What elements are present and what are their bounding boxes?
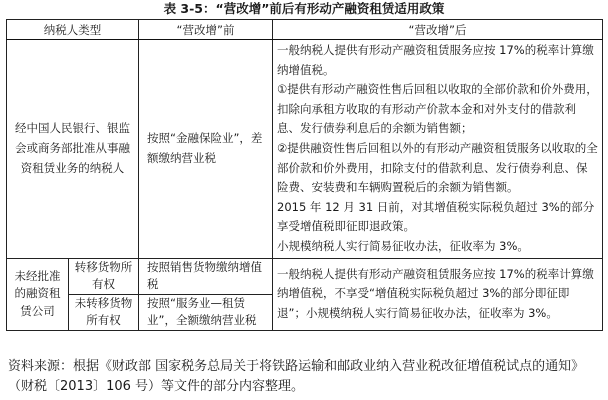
after-approved-line: 2015 年 12 月 31 日前，对其增值税实际税负超过 3%的部分享受增值税即征即退政策。 bbox=[277, 199, 595, 234]
header-after-reform: “营改增”后 bbox=[273, 20, 603, 40]
policy-table bbox=[6, 19, 603, 331]
after-approved bbox=[273, 40, 603, 259]
after-approved-line: ②提供融资性售后回租以外的有形动产融资租赁服务以收取的全部价款和价外费用，扣除支付的借款利息、发行债券利息、保险费、安装费和车辆购置税后的余额为销售额。 bbox=[277, 140, 598, 195]
header-taxpayer-type: 纳税人类型 bbox=[7, 20, 139, 40]
source-note: 资料来源：根据《财政部 国家税务总局关于将铁路运输和邮政业纳入营业税改征增值税试点的通知》（财税〔2013〕106 号）等文件的部分内容整理。 bbox=[8, 359, 585, 394]
table-header-row bbox=[7, 20, 603, 40]
table-row bbox=[7, 258, 603, 294]
sub-no-transfer-ownership: 未转移货物所有权 bbox=[69, 294, 139, 330]
taxpayer-approved: 经中国人民银行、银监会或商务部批准从事融资租赁业务的纳税人 bbox=[7, 40, 139, 259]
before-approved: 按照“金融保险业”，差额缴纳营业税 bbox=[139, 40, 273, 259]
header-before-reform: “营改增”前 bbox=[139, 20, 273, 40]
after-unapproved: 一般纳税人提供有形动产融资租赁服务应按 17%的税率计算缴纳增值税，不享受“增值税实际税负超过 3%的部分即征即退”；小规模纳税人实行简易征收办法，征收率为 3%。 bbox=[273, 258, 603, 330]
before-transfer-ownership: 按照销售货物缴纳增值税 bbox=[139, 258, 273, 294]
after-approved-line: 一般纳税人提供有形动产融资租赁服务应按 17%的税率计算缴纳增值税。 bbox=[277, 43, 594, 77]
taxpayer-unapproved: 未经批准的融资租赁公司 bbox=[7, 258, 69, 330]
before-no-transfer-ownership: 按照“服务业—租赁业”，全额缴纳营业税 bbox=[139, 294, 273, 330]
after-approved-line: 小规模纳税人实行简易征收办法，征收率为 3%。 bbox=[277, 238, 529, 253]
after-approved-line: ①提供有形动产融资性售后回租以收取的全部价款和价外费用，扣除向承租方收取的有形动产价款本金和对外支付的借款利息、发行债券利息后的余额为销售额； bbox=[277, 82, 598, 136]
sub-transfer-ownership: 转移货物所有权 bbox=[69, 258, 139, 294]
table-row bbox=[7, 40, 603, 259]
table-caption: 表 3-5：“营改增”前后有形动产融资租赁适用政策 bbox=[163, 1, 445, 16]
